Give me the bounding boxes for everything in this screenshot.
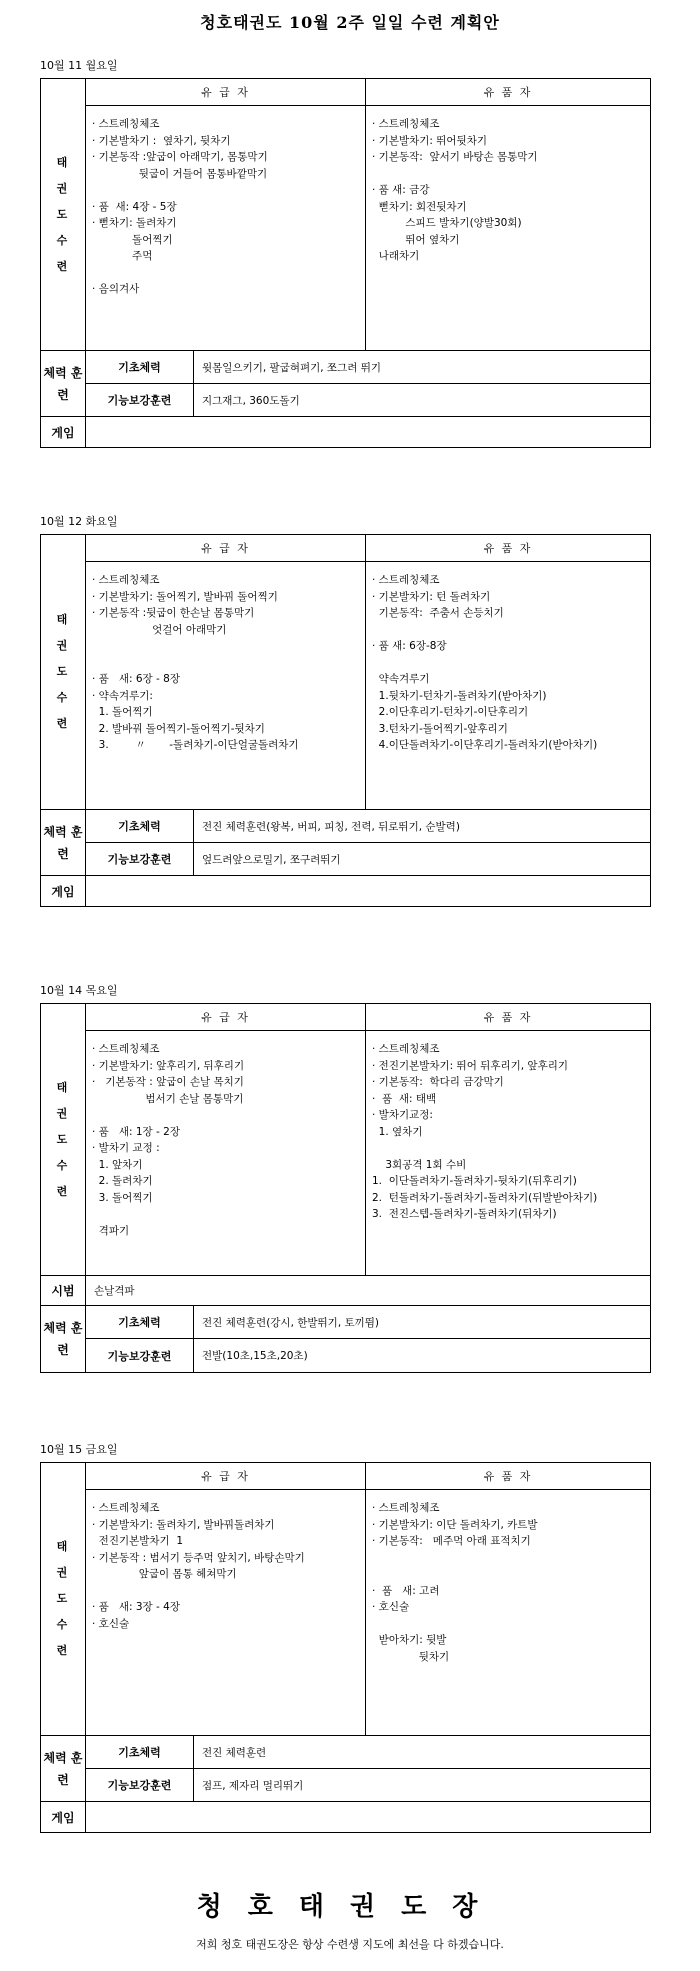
content-line: · 스트레칭체조 <box>372 1043 440 1055</box>
training-side-label: 태 권 도 수 련 <box>41 1463 86 1736</box>
content-line: · 품 새: 6장-8장 <box>372 640 447 652</box>
content-line: · 기본발차기: 턴 돌려차기 <box>372 590 491 603</box>
content-line <box>92 638 361 655</box>
basic-fitness-label: 기초체력 <box>86 1736 194 1769</box>
skill-training-label: 기능보강훈련 <box>86 843 194 876</box>
content-line: · 전진기본발차기: 뛰어 뒤후리기, 앞후리기 <box>372 1059 568 1072</box>
game-label: 게임 <box>41 876 86 907</box>
day-plan-table <box>40 78 651 448</box>
skill-training-value: 전발(10초,15초,20초) <box>194 1339 651 1373</box>
page-title: 청호태권도 10월 2주 일일 수련 계획안 <box>200 13 500 32</box>
day-plan-table <box>40 534 651 907</box>
content-line <box>372 622 646 639</box>
black-belt-content <box>366 106 651 351</box>
content-line: · 품 새: 6장 - 8장 <box>92 673 180 685</box>
col-header-black-belt: 유 품 자 <box>366 79 651 106</box>
content-line: · 스트레칭체조 <box>92 1043 160 1055</box>
content-line: · 품 새: 3장 - 4장 <box>92 1601 180 1613</box>
black-belt-content <box>366 1031 651 1276</box>
content-line: 뛰어 옆차기 <box>372 233 460 246</box>
content-line: · 기본동작 :앞굽이 아래막기, 몸통막기 <box>92 151 268 163</box>
content-line: 돌어찍기 <box>92 233 173 246</box>
content-line: · 기본발차기: 돌려차기, 발바꿔돌려차기 <box>92 1518 275 1531</box>
content-line: 스피드 발차기(양발30회) <box>372 217 522 229</box>
content-line: 범서기 손날 몸통막기 <box>92 1092 244 1105</box>
content-line: 2. 턴돌려차기-돌려차기-돌려차기(뒤발받아차기) <box>372 1191 598 1204</box>
content-line <box>372 1140 646 1157</box>
content-line: · 품 새: 금강 <box>372 184 430 196</box>
content-line: 뒷굽이 거들어 몸통바깥막기 <box>92 167 268 180</box>
day-date: 10월 11 월요일 <box>40 59 118 72</box>
content-line: · 스트레칭체조 <box>372 574 440 586</box>
content-line: 뻗차기: 회전뒷차기 <box>372 200 467 213</box>
content-line: 1. 옆차기 <box>372 1125 423 1138</box>
game-label: 게임 <box>41 1802 86 1833</box>
content-line: · 품 새: 1장 - 2장 <box>92 1125 180 1138</box>
content-line: 3회공격 1회 수비 <box>372 1158 467 1171</box>
content-line: 격파기 <box>92 1224 130 1237</box>
content-line: 3.턴차기-돌어찍기-앞후리기 <box>372 722 508 735</box>
content-line <box>92 182 361 199</box>
basic-fitness-label: 기초체력 <box>86 810 194 843</box>
content-line: · 기본동작 : 범서기 등주먹 앞치기, 바탕손막기 <box>92 1551 305 1564</box>
content-line <box>92 1206 361 1223</box>
content-line: 나래차기 <box>372 250 420 262</box>
content-line: 1. 돌어찍기 <box>92 706 153 718</box>
fitness-label: 체력 훈련 <box>41 351 86 417</box>
fitness-label: 체력 훈련 <box>41 810 86 876</box>
content-line: 약속겨루기 <box>372 673 430 685</box>
col-header-black-belt: 유 품 자 <box>366 1463 651 1490</box>
content-line: · 호신술 <box>92 1617 130 1630</box>
content-line: · 기본동작: 앞서기 바탕손 몸통막기 <box>372 151 538 163</box>
content-line: 3. 〃 -돌려차기-이단얼굴돌려차기 <box>92 739 299 751</box>
fitness-label: 체력 훈련 <box>41 1306 86 1373</box>
content-line: · 발차기 교정 : <box>92 1142 160 1154</box>
skill-training-label: 기능보강훈련 <box>86 384 194 417</box>
basic-fitness-value: 전진 체력훈련 <box>194 1736 651 1769</box>
content-line: · 기본발차기: 이단 돌려차기, 카트발 <box>372 1518 538 1531</box>
day-date: 10월 14 목요일 <box>40 984 118 997</box>
day-date: 10월 12 화요일 <box>40 515 118 528</box>
col-header-black-belt: 유 품 자 <box>366 1004 651 1031</box>
content-line: · 스트레칭체조 <box>372 118 440 130</box>
content-line: · 스트레칭체조 <box>92 1502 160 1514</box>
training-side-label: 태 권 도 수 련 <box>41 1004 86 1276</box>
content-line: 뒷차기 <box>372 1650 450 1663</box>
content-line: 1. 앞차기 <box>92 1158 143 1171</box>
content-line <box>92 1107 361 1124</box>
day-plan-table <box>40 1003 651 1373</box>
content-line: · 기본동작 : 앞굽이 손날 목치기 <box>92 1076 244 1088</box>
content-line: · 품 새: 고려 <box>372 1584 440 1597</box>
content-line: 기본동작: 주춤서 손등치기 <box>372 607 504 619</box>
demonstration-value: 손날격파 <box>86 1276 651 1306</box>
content-line: · 스트레칭체조 <box>92 574 160 586</box>
content-line <box>372 166 646 183</box>
content-line: 주먹 <box>92 250 153 262</box>
content-line: · 호신술 <box>372 1601 410 1613</box>
game-label: 게임 <box>41 417 86 448</box>
content-line: 1.뒷차기-턴차기-돌려차기(받아차기) <box>372 689 547 702</box>
skill-training-value: 점프, 제자리 멀리뛰기 <box>194 1769 651 1802</box>
content-line: 전진기본발차기 1 <box>92 1535 184 1547</box>
fitness-label: 체력 훈련 <box>41 1736 86 1802</box>
day-date: 10월 15 금요일 <box>40 1443 118 1456</box>
content-line <box>372 1550 646 1567</box>
game-value <box>86 876 651 907</box>
col-header-colored-belt: 유 급 자 <box>86 1463 366 1490</box>
content-line: · 기본발차기: 뛰어뒷차기 <box>372 134 487 147</box>
colored-belt-content <box>86 106 366 351</box>
content-line: · 기본발차기 : 옆차기, 뒷차기 <box>92 134 231 147</box>
training-side-label: 태 권 도 수 련 <box>41 535 86 810</box>
content-line: 1. 이단돌려차기-돌려차기-뒷차기(뒤후리기) <box>372 1175 577 1187</box>
skill-training-label: 기능보강훈련 <box>86 1769 194 1802</box>
skill-training-value: 엎드려앞으로밀기, 쪼구려뛰기 <box>194 843 651 876</box>
game-value <box>86 417 651 448</box>
col-header-colored-belt: 유 급 자 <box>86 79 366 106</box>
game-value <box>86 1802 651 1833</box>
content-line: · 스트레칭체조 <box>372 1502 440 1514</box>
content-line: · 품 새: 태백 <box>372 1092 437 1105</box>
basic-fitness-value: 전진 체력훈련(왕복, 버피, 피칭, 전력, 뒤로뛰기, 순발력) <box>194 810 651 843</box>
training-side-label: 태 권 도 수 련 <box>41 79 86 351</box>
colored-belt-content <box>86 562 366 810</box>
content-line <box>92 265 361 282</box>
basic-fitness-label: 기초체력 <box>86 351 194 384</box>
academy-name: 청호태권도장 <box>196 1892 504 1922</box>
academy-tagline: 저희 청호 태권도장은 항상 수련생 지도에 최선을 다 하겠습니다. <box>196 1938 504 1951</box>
content-line: · 기본동작 :뒷굽이 한손날 몸통막기 <box>92 607 255 619</box>
content-line: 4.이단돌려차기-이단후리기-돌려차기(받아차기) <box>372 739 598 751</box>
content-line: · 기본동작: 학다리 금강막기 <box>372 1076 504 1088</box>
content-line: · 약속겨루기: <box>92 689 153 702</box>
black-belt-content <box>366 562 651 810</box>
content-line: 2. 돌려차기 <box>92 1175 153 1187</box>
skill-training-label: 기능보강훈련 <box>86 1339 194 1373</box>
content-line: · 음의겨사 <box>92 283 140 295</box>
col-header-colored-belt: 유 급 자 <box>86 1004 366 1031</box>
content-line: · 품 새: 4장 - 5장 <box>92 200 177 213</box>
content-line: 엇걸어 아래막기 <box>92 623 227 636</box>
colored-belt-content <box>86 1490 366 1736</box>
content-line: 3. 전진스텝-돌려차기-돌려차기(뒤차기) <box>372 1208 557 1220</box>
basic-fitness-value: 윗몸일으키기, 팔굽혀펴기, 쪼그려 뛰기 <box>194 351 651 384</box>
content-line: · 기본발차기: 앞후리기, 뒤후리기 <box>92 1059 245 1072</box>
colored-belt-content <box>86 1031 366 1276</box>
content-line: 앞굽이 몸통 헤쳐막기 <box>92 1568 237 1580</box>
content-line <box>92 655 361 672</box>
content-line: 2. 발바꿔 돌어찍기-돌어찍기-뒷차기 <box>92 722 265 735</box>
content-line: · 기본발차기: 돌어찍기, 발바꿔 돌어찍기 <box>92 590 278 603</box>
content-line: · 발차기교정: <box>372 1109 433 1121</box>
col-header-black-belt: 유 품 자 <box>366 535 651 562</box>
content-line: · 뻗차기: 돌려차기 <box>92 217 177 229</box>
content-line: 3. 돌어찍기 <box>92 1191 153 1204</box>
basic-fitness-value: 전진 체력훈련(강시, 한발뛰기, 토끼뜀) <box>194 1306 651 1339</box>
skill-training-value: 지그재그, 360도돌기 <box>194 384 651 417</box>
col-header-colored-belt: 유 급 자 <box>86 535 366 562</box>
demonstration-label: 시범 <box>41 1276 86 1306</box>
black-belt-content <box>366 1490 651 1736</box>
content-line: 받아차기: 뒷발 <box>372 1634 447 1646</box>
content-line <box>372 1566 646 1583</box>
basic-fitness-label: 기초체력 <box>86 1306 194 1339</box>
content-line <box>92 1583 361 1600</box>
day-plan-table <box>40 1462 651 1833</box>
content-line: 2.이단후리기-턴차기-이단후리기 <box>372 706 529 718</box>
content-line <box>372 1616 646 1633</box>
content-line <box>372 655 646 672</box>
content-line: · 스트레칭체조 <box>92 118 160 130</box>
content-line: · 기본동작: 메주먹 아래 표적치기 <box>372 1535 531 1547</box>
